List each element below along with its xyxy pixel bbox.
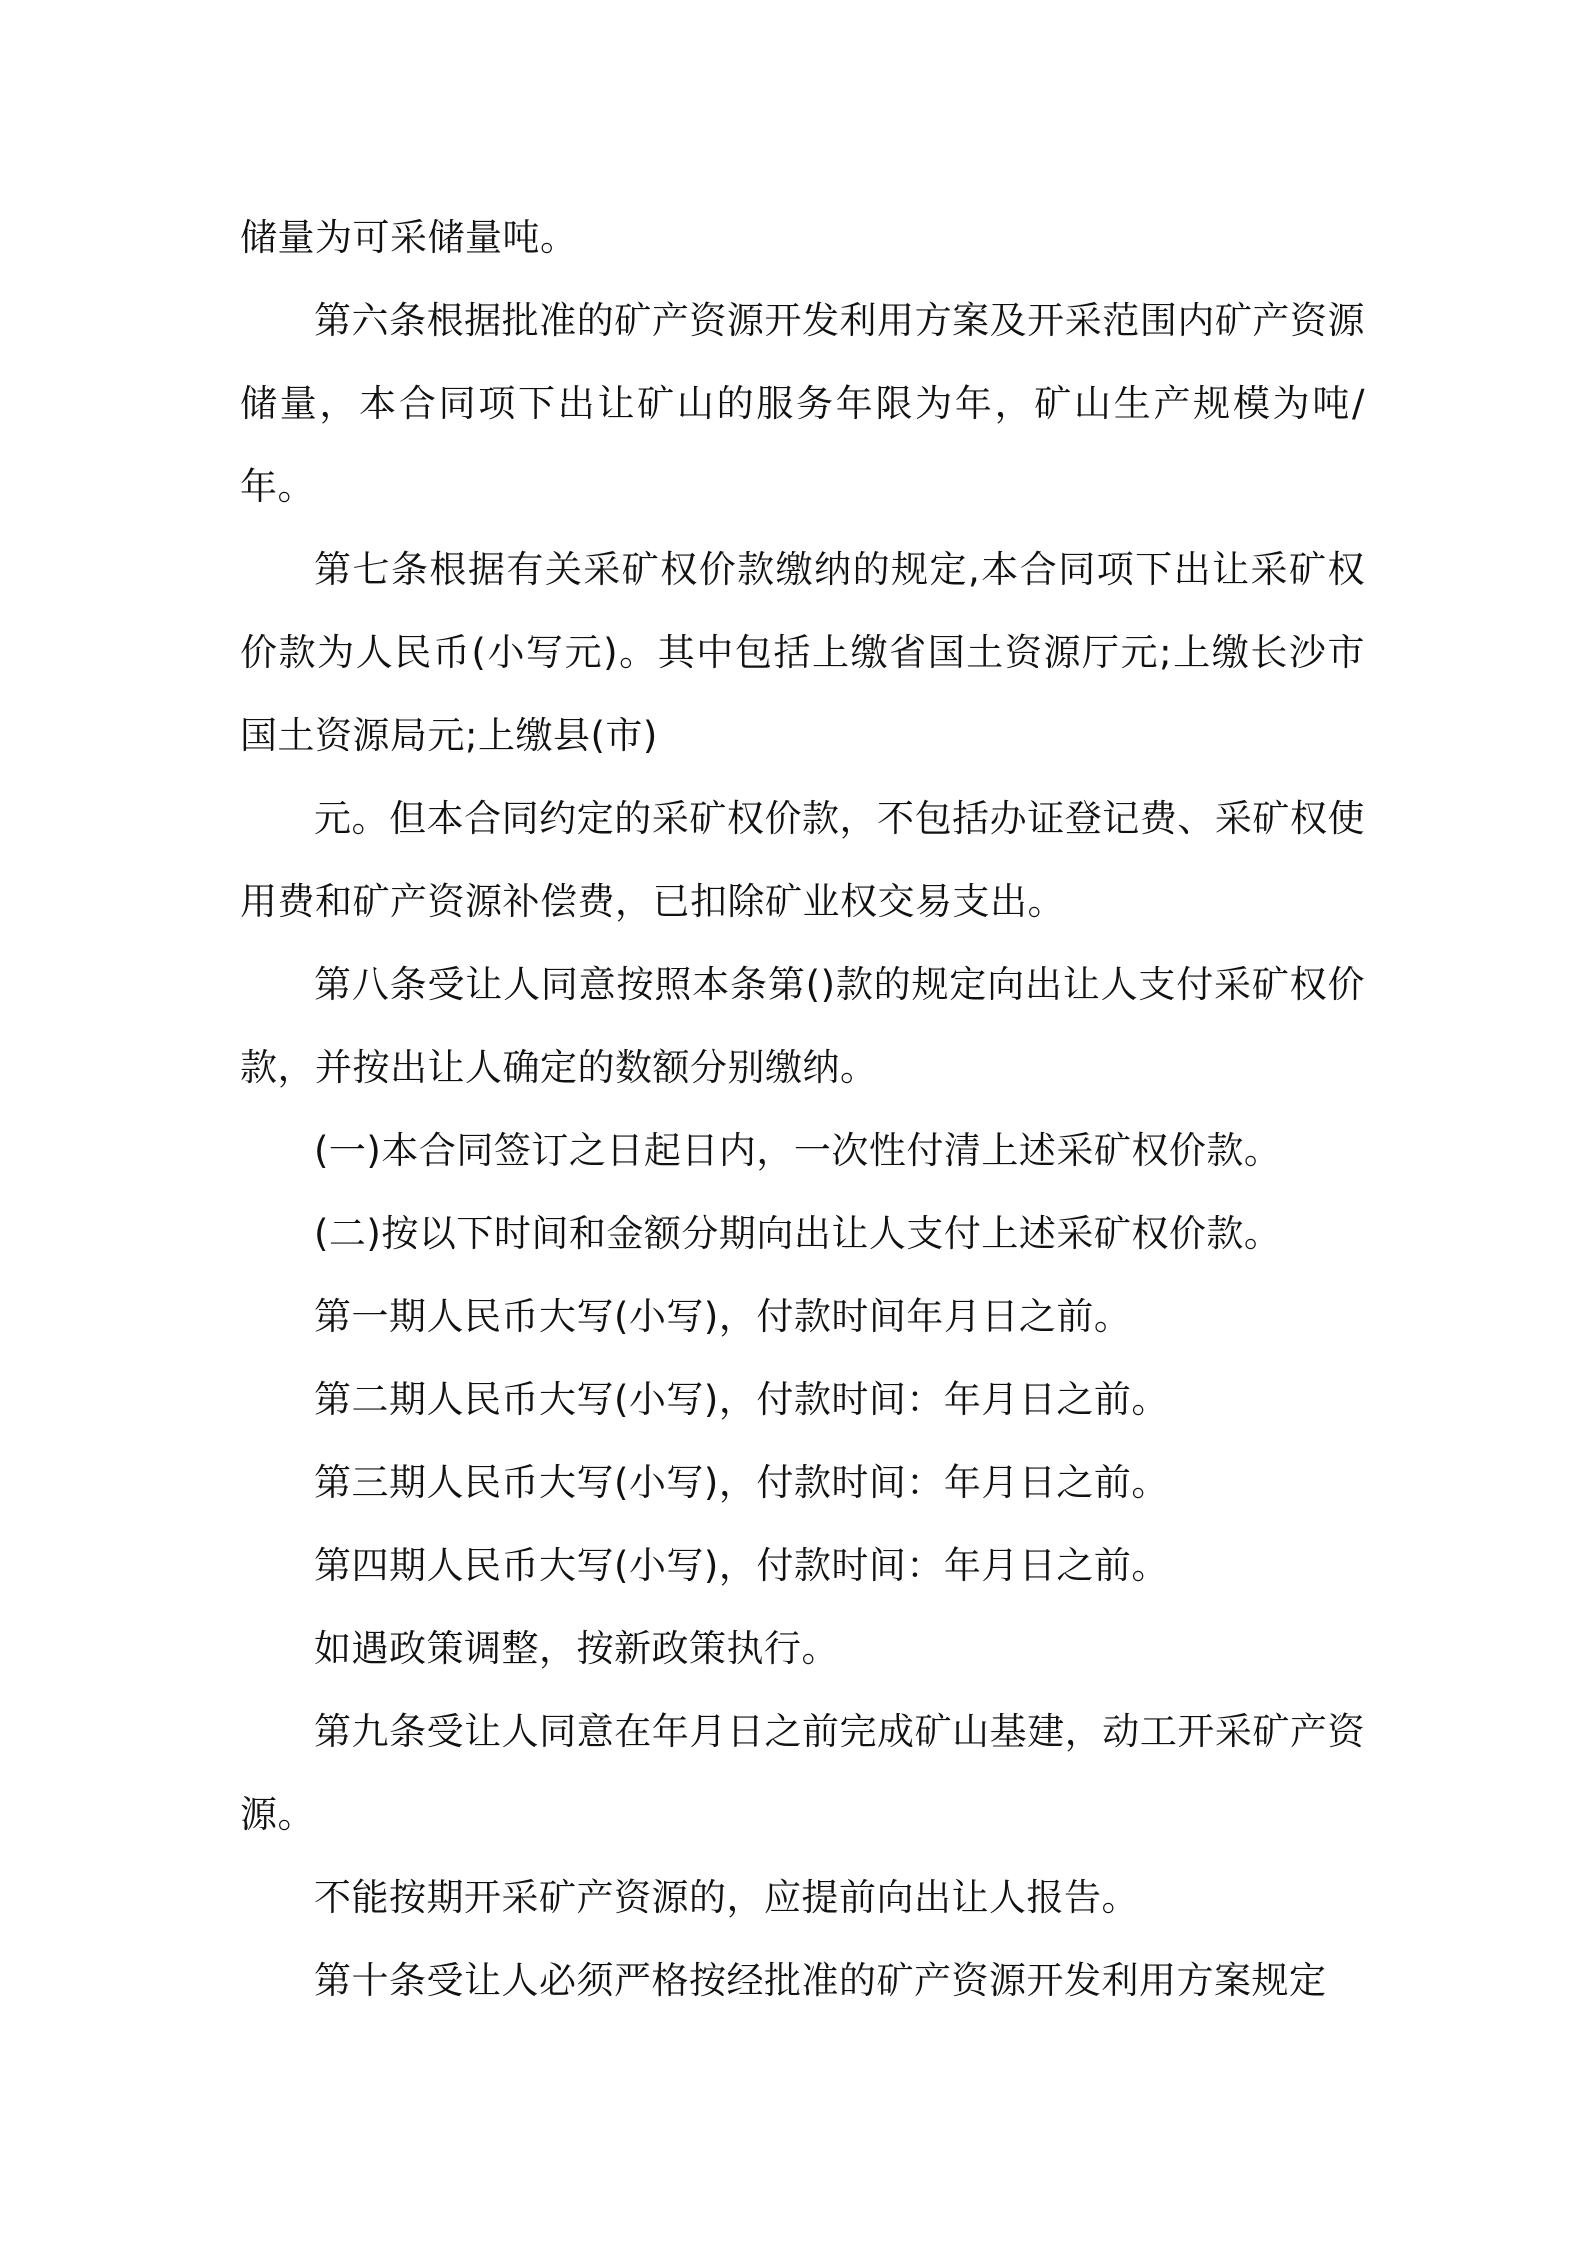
paragraph-article-7: 第七条根据有关采矿权价款缴纳的规定,本合同项下出让采矿权价款为人民币(小写元)。其中包括上缴省国土资源厅元;上缴长沙市国土资源局元;上缴县(市) xyxy=(240,548,1365,757)
paragraph-item-2: (二)按以下时间和金额分期向出让人支付上述采矿权价款。 xyxy=(314,1212,1282,1255)
paragraph-policy-note: 如遇政策调整，按新政策执行。 xyxy=(314,1627,839,1670)
paragraph-installment-2: 第二期人民币大写(小写)，付款时间：年月日之前。 xyxy=(314,1378,1169,1421)
paragraph-article-10: 第十条受让人必须严格按经批准的矿产资源开发利用方案规定 xyxy=(314,1959,1327,2002)
paragraph-installment-1: 第一期人民币大写(小写)，付款时间年月日之前。 xyxy=(314,1295,1132,1338)
paragraph-article-6: 第六条根据批准的矿产资源开发利用方案及开采范围内矿产资源储量，本合同项下出让矿山的服务年限为年，矿山生产规模为吨/年。 xyxy=(240,299,1365,508)
paragraph-article-7-cont: 元。但本合同约定的采矿权价款，不包括办证登记费、采矿权使用费和矿产资源补偿费，已扣除矿业权交易支出。 xyxy=(240,797,1365,923)
paragraph-item-1: (一)本合同签订之日起日内，一次性付清上述采矿权价款。 xyxy=(314,1129,1282,1172)
paragraph-article-9: 第九条受让人同意在年月日之前完成矿山基建，动工开采矿产资源。 xyxy=(240,1710,1365,1836)
paragraph-reserve-amount: 储量为可采储量吨。 xyxy=(240,216,578,259)
paragraph-installment-4: 第四期人民币大写(小写)，付款时间：年月日之前。 xyxy=(314,1544,1169,1587)
paragraph-installment-3: 第三期人民币大写(小写)，付款时间：年月日之前。 xyxy=(314,1461,1169,1504)
paragraph-article-9-note: 不能按期开采矿产资源的，应提前向出让人报告。 xyxy=(314,1876,1139,1919)
document-body xyxy=(240,196,1365,2022)
paragraph-article-8: 第八条受让人同意按照本条第()款的规定向出让人支付采矿权价款，并按出让人确定的数额分别缴纳。 xyxy=(240,963,1365,1089)
